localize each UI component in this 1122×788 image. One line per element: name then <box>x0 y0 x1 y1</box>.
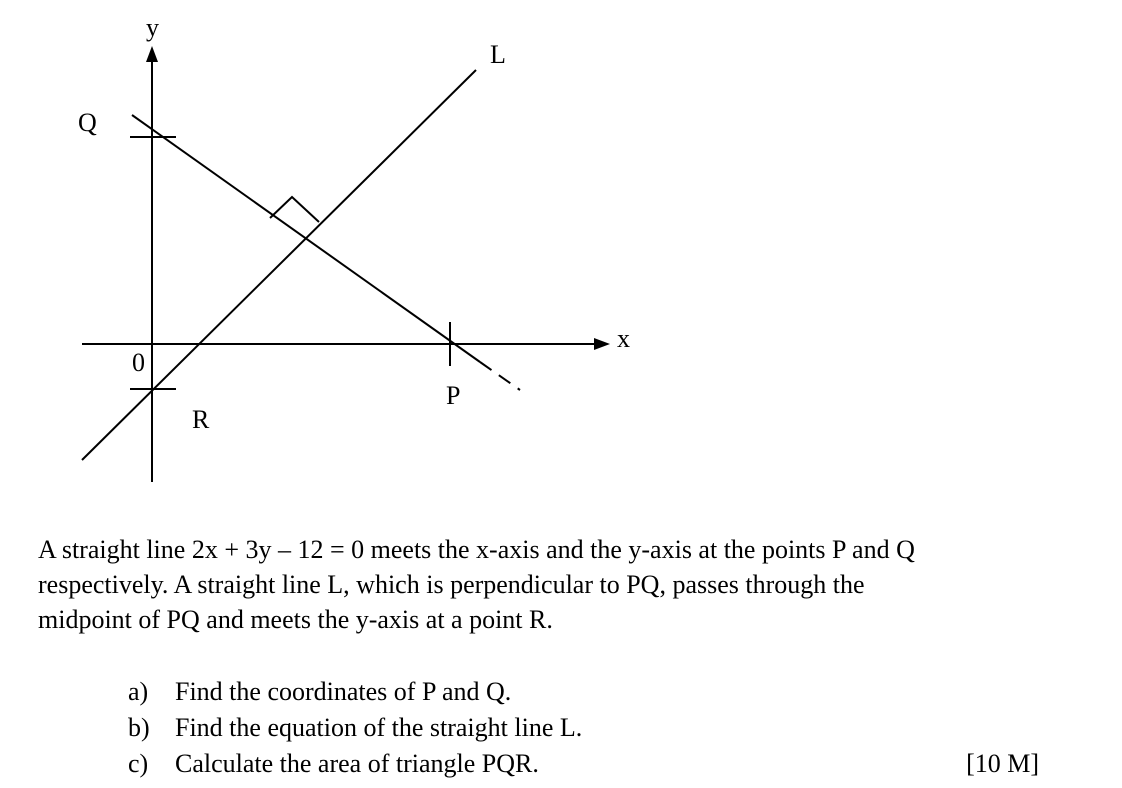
point-q-label: Q <box>78 108 97 137</box>
part-letter: b) <box>128 713 150 742</box>
question-part-a <box>128 674 1058 710</box>
x-axis-arrowhead <box>594 338 610 350</box>
part-text: Find the equation of the straight line L. <box>175 713 583 742</box>
point-p-label: P <box>446 381 461 410</box>
y-axis-label: y <box>146 13 159 42</box>
question-parts <box>128 674 1058 782</box>
coordinate-diagram <box>0 0 700 500</box>
marks-label: [10 M] <box>966 749 1039 778</box>
question-part-b <box>128 710 1058 746</box>
part-letter: c) <box>128 749 149 778</box>
part-letter: a) <box>128 677 149 706</box>
y-axis-arrowhead <box>146 46 158 62</box>
point-r-label: R <box>192 405 210 434</box>
problem-line: A straight line 2x + 3y – 12 = 0 meets the x-axis and the y-axis at the points P and Q <box>38 535 915 564</box>
x-axis-label: x <box>617 324 630 353</box>
problem-line: midpoint of PQ and meets the y-axis at a point R. <box>38 605 553 634</box>
question-part-c <box>128 746 1058 782</box>
problem-statement <box>38 532 1098 637</box>
origin-label: 0 <box>132 348 145 377</box>
line-l <box>82 70 476 460</box>
part-text: Calculate the area of triangle PQR. <box>175 749 539 778</box>
line-l-label: L <box>490 40 506 69</box>
part-text: Find the coordinates of P and Q. <box>175 677 512 706</box>
problem-line: respectively. A straight line L, which is perpendicular to PQ, passes through the <box>38 570 865 599</box>
line-pq-dashed-extension <box>480 362 520 390</box>
